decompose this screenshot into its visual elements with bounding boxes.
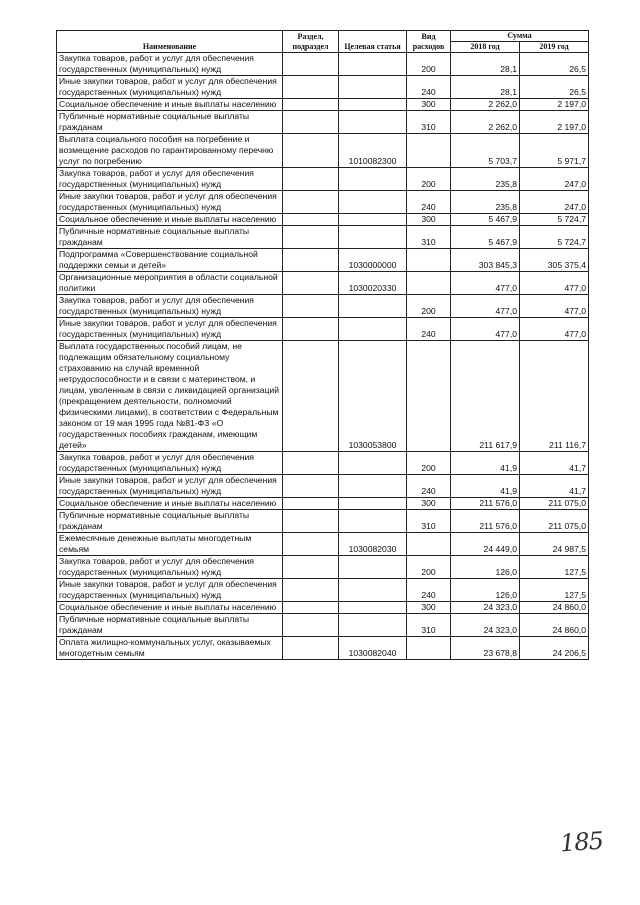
row-target-cell: 1010082300: [339, 134, 407, 168]
row-section-cell: [283, 191, 339, 214]
row-type-cell: 310: [407, 614, 451, 637]
row-name-cell: Иные закупки товаров, работ и услуг для обеспечения государственных (муниципальных) нужд: [57, 475, 283, 498]
row-name-cell: Ежемесячные денежные выплаты многодетным семьям: [57, 533, 283, 556]
row-section-cell: [283, 249, 339, 272]
row-type-cell: 240: [407, 475, 451, 498]
row-section-cell: [283, 452, 339, 475]
row-section-cell: [283, 272, 339, 295]
row-value-2018-cell: 28,1: [451, 53, 520, 76]
row-section-cell: [283, 637, 339, 660]
row-value-2018-cell: 477,0: [451, 295, 520, 318]
row-name-cell: Подпрограмма «Совершенствование социальной поддержки семьи и детей»: [57, 249, 283, 272]
row-value-2019-cell: 5 724,7: [520, 226, 589, 249]
row-value-2019-cell: 24 206,5: [520, 637, 589, 660]
row-value-2019-cell: 305 375,4: [520, 249, 589, 272]
row-value-2019-cell: 26,5: [520, 53, 589, 76]
table-row: [57, 249, 589, 272]
row-target-cell: [339, 76, 407, 99]
row-name-cell: Закупка товаров, работ и услуг для обеспечения государственных (муниципальных) нужд: [57, 53, 283, 76]
row-name-cell: Организационные мероприятия в области социальной политики: [57, 272, 283, 295]
row-value-2019-cell: 24 860,0: [520, 614, 589, 637]
row-name-cell: Выплата социального пособия на погребение и возмещение расходов по гарантированному перечню услуг по погребению: [57, 134, 283, 168]
row-value-2018-cell: 41,9: [451, 475, 520, 498]
row-type-cell: 300: [407, 214, 451, 226]
row-value-2019-cell: 127,5: [520, 579, 589, 602]
row-target-cell: [339, 602, 407, 614]
table-row: [57, 76, 589, 99]
row-section-cell: [283, 76, 339, 99]
row-type-cell: 310: [407, 111, 451, 134]
row-type-cell: 300: [407, 99, 451, 111]
row-value-2018-cell: 24 323,0: [451, 614, 520, 637]
row-name-cell: Закупка товаров, работ и услуг для обеспечения государственных (муниципальных) нужд: [57, 556, 283, 579]
row-target-cell: [339, 510, 407, 533]
row-value-2019-cell: 5 971,7: [520, 134, 589, 168]
row-target-cell: [339, 318, 407, 341]
row-value-2019-cell: 26,5: [520, 76, 589, 99]
row-value-2018-cell: 235,8: [451, 168, 520, 191]
row-section-cell: [283, 556, 339, 579]
row-value-2018-cell: 5 703,7: [451, 134, 520, 168]
row-section-cell: [283, 53, 339, 76]
row-target-cell: [339, 53, 407, 76]
table-row: [57, 111, 589, 134]
row-section-cell: [283, 533, 339, 556]
row-name-cell: Публичные нормативные социальные выплаты гражданам: [57, 226, 283, 249]
table-row: [57, 295, 589, 318]
row-section-cell: [283, 510, 339, 533]
row-target-cell: [339, 579, 407, 602]
row-name-cell: Закупка товаров, работ и услуг для обеспечения государственных (муниципальных) нужд: [57, 295, 283, 318]
row-name-cell: Социальное обеспечение и иные выплаты населению: [57, 214, 283, 226]
table-row: [57, 452, 589, 475]
table-row: [57, 614, 589, 637]
row-name-cell: Социальное обеспечение и иные выплаты населению: [57, 498, 283, 510]
row-section-cell: [283, 498, 339, 510]
row-value-2018-cell: 477,0: [451, 272, 520, 295]
header-year-2018: 2018 год: [451, 42, 520, 53]
budget-table: [56, 30, 589, 660]
table-row: [57, 475, 589, 498]
table-row: [57, 99, 589, 111]
row-target-cell: 1030020330: [339, 272, 407, 295]
table-row: [57, 498, 589, 510]
row-value-2019-cell: 477,0: [520, 318, 589, 341]
row-value-2018-cell: 211 576,0: [451, 510, 520, 533]
row-section-cell: [283, 111, 339, 134]
row-section-cell: [283, 579, 339, 602]
table-row: [57, 53, 589, 76]
row-name-cell: Выплата государственных пособий лицам, не подлежащим обязательному социальному страхованию на случай временной нетрудоспособности и в связи с материнством, и лицам, уволенным в связи с ликвидацией организаций (прекращением деятельности, полномочий физическими лицами), в соответствии с Федеральным законом от 19 мая 1995 года №81-ФЗ «О государственных пособиях гражданам, имеющим детей»: [57, 341, 283, 452]
row-target-cell: 1030082040: [339, 637, 407, 660]
row-name-cell: Иные закупки товаров, работ и услуг для обеспечения государственных (муниципальных) нужд: [57, 318, 283, 341]
row-type-cell: [407, 533, 451, 556]
row-name-cell: Публичные нормативные социальные выплаты гражданам: [57, 614, 283, 637]
row-section-cell: [283, 318, 339, 341]
row-section-cell: [283, 99, 339, 111]
row-value-2018-cell: 211 617,9: [451, 341, 520, 452]
row-section-cell: [283, 134, 339, 168]
row-target-cell: [339, 498, 407, 510]
row-value-2018-cell: 41,9: [451, 452, 520, 475]
row-value-2018-cell: 126,0: [451, 556, 520, 579]
row-type-cell: 300: [407, 498, 451, 510]
row-target-cell: [339, 556, 407, 579]
row-section-cell: [283, 475, 339, 498]
row-type-cell: 240: [407, 318, 451, 341]
row-type-cell: [407, 341, 451, 452]
table-row: [57, 533, 589, 556]
row-target-cell: [339, 614, 407, 637]
table-row: [57, 341, 589, 452]
row-type-cell: 300: [407, 602, 451, 614]
table-row: [57, 579, 589, 602]
header-year-2019: 2019 год: [520, 42, 589, 53]
row-type-cell: 200: [407, 452, 451, 475]
table-row: [57, 602, 589, 614]
row-target-cell: [339, 295, 407, 318]
table-row: [57, 226, 589, 249]
row-name-cell: Социальное обеспечение и иные выплаты населению: [57, 602, 283, 614]
table-header: [57, 31, 589, 53]
header-sum: Сумма: [451, 31, 589, 42]
row-value-2018-cell: 211 576,0: [451, 498, 520, 510]
table-row: [57, 272, 589, 295]
row-name-cell: Социальное обеспечение и иные выплаты населению: [57, 99, 283, 111]
row-name-cell: Иные закупки товаров, работ и услуг для обеспечения государственных (муниципальных) нужд: [57, 76, 283, 99]
row-section-cell: [283, 168, 339, 191]
row-value-2019-cell: 247,0: [520, 191, 589, 214]
row-value-2019-cell: 41,7: [520, 475, 589, 498]
row-type-cell: 200: [407, 168, 451, 191]
row-type-cell: 240: [407, 579, 451, 602]
table-row: [57, 637, 589, 660]
table-row: [57, 168, 589, 191]
table-row: [57, 191, 589, 214]
table-row: [57, 214, 589, 226]
row-value-2018-cell: 24 449,0: [451, 533, 520, 556]
row-section-cell: [283, 602, 339, 614]
row-value-2018-cell: 23 678,8: [451, 637, 520, 660]
row-type-cell: [407, 272, 451, 295]
row-value-2018-cell: 5 467,9: [451, 226, 520, 249]
row-type-cell: [407, 249, 451, 272]
row-value-2019-cell: 41,7: [520, 452, 589, 475]
row-name-cell: Публичные нормативные социальные выплаты гражданам: [57, 111, 283, 134]
row-name-cell: Закупка товаров, работ и услуг для обеспечения государственных (муниципальных) нужд: [57, 452, 283, 475]
row-value-2019-cell: 2 197,0: [520, 111, 589, 134]
row-value-2019-cell: 2 197,0: [520, 99, 589, 111]
row-name-cell: Иные закупки товаров, работ и услуг для обеспечения государственных (муниципальных) нужд: [57, 191, 283, 214]
table-body: [57, 53, 589, 660]
row-value-2018-cell: 2 262,0: [451, 111, 520, 134]
row-value-2019-cell: 477,0: [520, 295, 589, 318]
row-target-cell: 1030000000: [339, 249, 407, 272]
row-target-cell: [339, 226, 407, 249]
row-value-2019-cell: 24 987,5: [520, 533, 589, 556]
row-value-2019-cell: 5 724,7: [520, 214, 589, 226]
row-value-2019-cell: 24 860,0: [520, 602, 589, 614]
row-value-2019-cell: 127,5: [520, 556, 589, 579]
row-target-cell: [339, 168, 407, 191]
row-target-cell: [339, 452, 407, 475]
row-type-cell: 310: [407, 226, 451, 249]
row-name-cell: Оплата жилищно-коммунальных услуг, оказываемых многодетным семьям: [57, 637, 283, 660]
row-value-2019-cell: 477,0: [520, 272, 589, 295]
row-type-cell: 200: [407, 53, 451, 76]
row-target-cell: [339, 214, 407, 226]
row-section-cell: [283, 295, 339, 318]
row-value-2018-cell: 5 467,9: [451, 214, 520, 226]
row-type-cell: 240: [407, 191, 451, 214]
row-name-cell: Закупка товаров, работ и услуг для обеспечения государственных (муниципальных) нужд: [57, 168, 283, 191]
row-value-2018-cell: 2 262,0: [451, 99, 520, 111]
row-value-2019-cell: 211 075,0: [520, 498, 589, 510]
row-value-2018-cell: 303 845,3: [451, 249, 520, 272]
row-type-cell: [407, 637, 451, 660]
table-row: [57, 134, 589, 168]
row-value-2018-cell: 24 323,0: [451, 602, 520, 614]
row-target-cell: [339, 475, 407, 498]
row-value-2018-cell: 477,0: [451, 318, 520, 341]
row-section-cell: [283, 341, 339, 452]
page-number: 185: [559, 826, 604, 858]
row-name-cell: Публичные нормативные социальные выплаты гражданам: [57, 510, 283, 533]
row-type-cell: 200: [407, 556, 451, 579]
header-type: Вид расходов: [407, 31, 451, 53]
row-target-cell: [339, 111, 407, 134]
table-row: [57, 556, 589, 579]
header-name: Наименование: [57, 31, 283, 53]
row-type-cell: 200: [407, 295, 451, 318]
row-value-2019-cell: 211 116,7: [520, 341, 589, 452]
row-section-cell: [283, 226, 339, 249]
row-section-cell: [283, 614, 339, 637]
table-row: [57, 510, 589, 533]
row-value-2018-cell: 126,0: [451, 579, 520, 602]
row-name-cell: Иные закупки товаров, работ и услуг для обеспечения государственных (муниципальных) нужд: [57, 579, 283, 602]
row-type-cell: [407, 134, 451, 168]
row-value-2019-cell: 211 075,0: [520, 510, 589, 533]
header-target: Целевая статья: [339, 31, 407, 53]
row-type-cell: 310: [407, 510, 451, 533]
row-target-cell: [339, 99, 407, 111]
row-section-cell: [283, 214, 339, 226]
row-target-cell: 1030053800: [339, 341, 407, 452]
row-target-cell: [339, 191, 407, 214]
row-value-2018-cell: 28,1: [451, 76, 520, 99]
row-value-2019-cell: 247,0: [520, 168, 589, 191]
row-value-2018-cell: 235,8: [451, 191, 520, 214]
table-row: [57, 318, 589, 341]
header-section: Раздел, подраздел: [283, 31, 339, 53]
row-target-cell: 1030082030: [339, 533, 407, 556]
row-type-cell: 240: [407, 76, 451, 99]
